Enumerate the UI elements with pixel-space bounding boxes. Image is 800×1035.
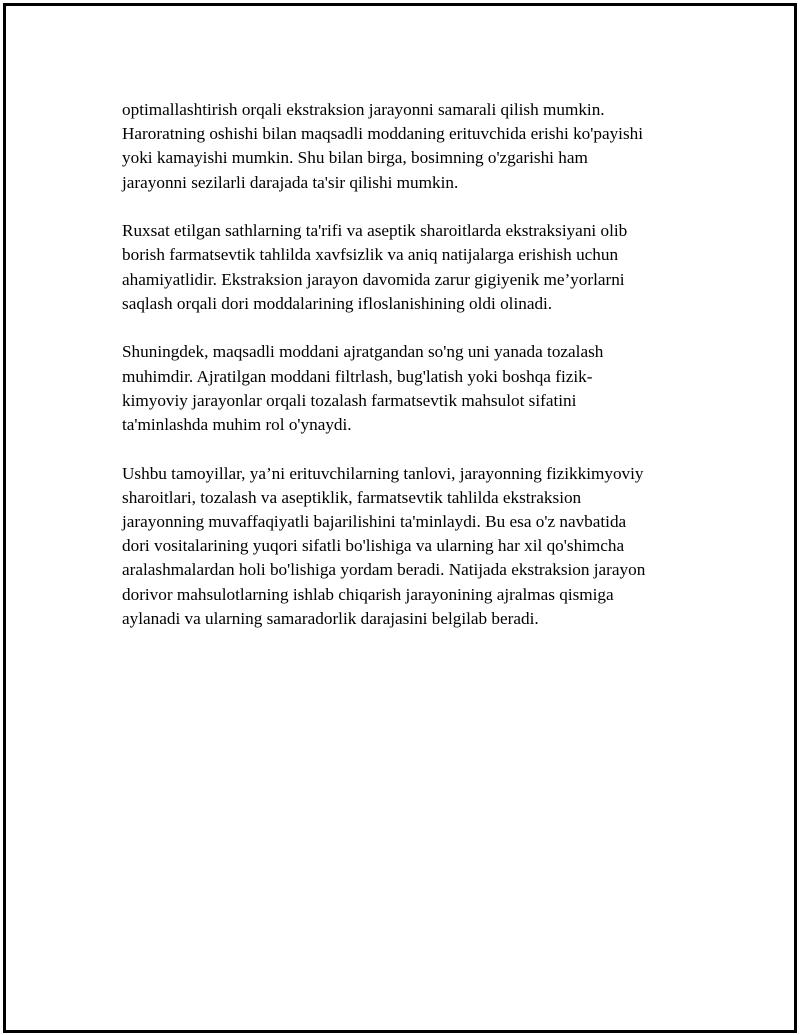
paragraph-4: [122, 462, 692, 631]
text-line: kimyoviy jarayonlar orqali tozalash farmatsevtik mahsulot sifatini: [122, 390, 577, 410]
text-line: yoki kamayishi mumkin. Shu bilan birga, bosimning o'zgarishi ham: [122, 148, 588, 168]
document-body: [122, 98, 692, 655]
text-line: Haroratning oshishi bilan maqsadli moddaning erituvchida erishi ko'payishi: [122, 124, 644, 144]
paragraph-2: [122, 219, 692, 316]
paragraph-3: [122, 340, 692, 437]
text-line: jarayonni sezilarli darajada ta'sir qilishi mumkin.: [122, 172, 459, 192]
text-line: borish farmatsevtik tahlilda xavfsizlik va aniq natijalarga erishish uchun: [122, 245, 619, 265]
text-line: muhimdir. Ajratilgan moddani filtrlash, bug'latish yoki boshqa fizik-: [122, 366, 593, 386]
text-line: sharoitlari, tozalash va aseptiklik, farmatsevtik tahlilda ekstraksion: [122, 487, 582, 507]
document-page: [3, 3, 797, 1033]
text-line: ahamiyatlidir. Ekstraksion jarayon davomida zarur gigiyenik me’yorlarni: [122, 269, 625, 289]
paragraph-1: [122, 98, 692, 195]
text-line: aylanadi va ularning samaradorlik darajasini belgilab beradi.: [122, 608, 539, 628]
text-line: Ruxsat etilgan sathlarning ta'rifi va aseptik sharoitlarda ekstraksiyani olib: [122, 221, 628, 241]
text-line: dorivor mahsulotlarning ishlab chiqarish jarayonining ajralmas qismiga: [122, 584, 614, 604]
text-line: Shuningdek, maqsadli moddani ajratgandan so'ng uni yanada tozalash: [122, 342, 604, 362]
text-line: saqlash orqali dori moddalarining ifloslanishining oldi olinadi.: [122, 293, 553, 313]
text-line: optimallashtirish orqali ekstraksion jarayonni samarali qilish mumkin.: [122, 100, 605, 119]
text-line: aralashmalardan holi bo'lishiga yordam beradi. Natijada ekstraksion jarayon: [122, 560, 646, 580]
text-line: Ushbu tamoyillar, ya’ni erituvchilarning tanlovi, jarayonning fizikkimyoviy: [122, 463, 644, 483]
text-line: jarayonning muvaffaqiyatli bajarilishini ta'minlaydi. Bu esa o'z navbatida: [122, 512, 627, 532]
text-line: ta'minlashda muhim rol o'ynaydi.: [122, 415, 352, 435]
text-line: dori vositalarining yuqori sifatli bo'lishiga va ularning har xil qo'shimcha: [122, 536, 625, 556]
